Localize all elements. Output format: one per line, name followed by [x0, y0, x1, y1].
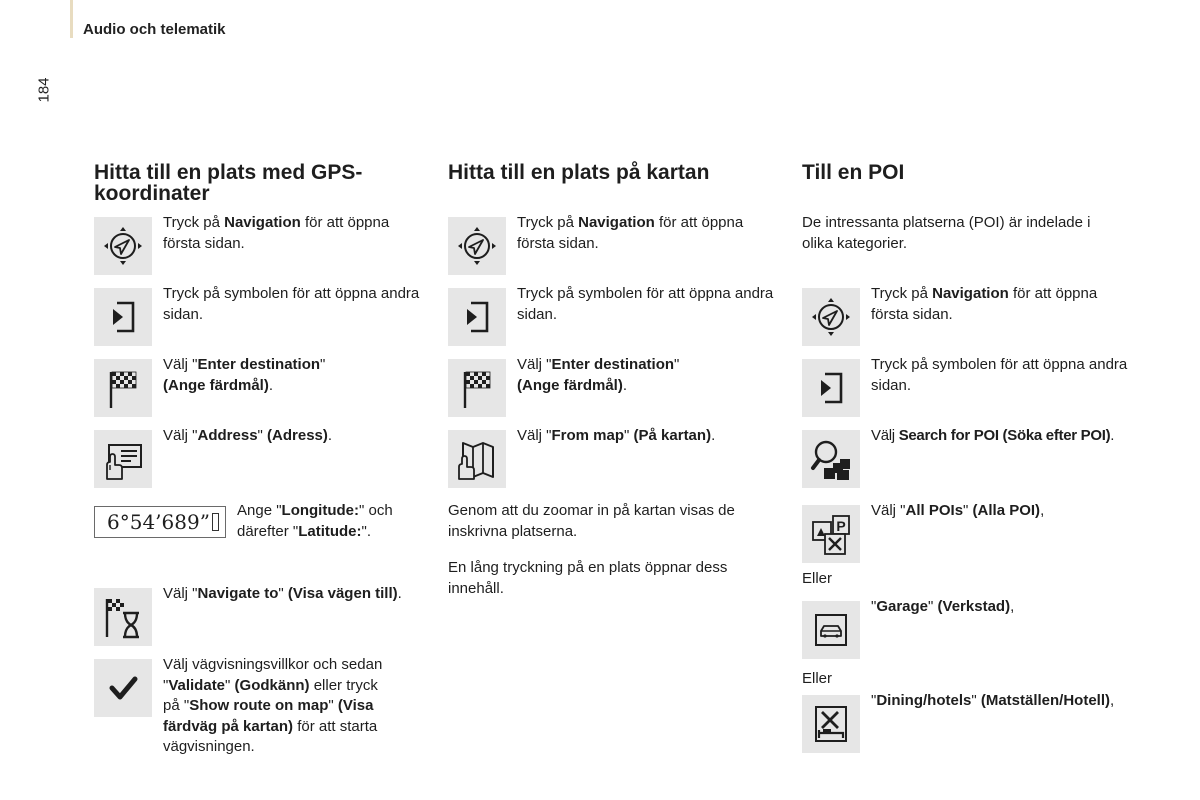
text-span: . [327, 427, 333, 444]
text-span: " och därefter " [237, 502, 393, 540]
text-span: för att starta vägvisningen. [163, 717, 378, 755]
poi-step-2-text: Tryck på symbolen för att öppna andra sidan. [871, 356, 1128, 394]
text-cursor-icon [212, 513, 219, 531]
text-bold: Search for POI (Söka efter POI) [898, 427, 1111, 444]
text-bold: (Verkstad) [937, 598, 1011, 615]
text-span: Välj " [517, 427, 552, 444]
column-gps-coordinates [94, 0, 434, 800]
map-zoom-paragraph: Genom att du zoomar in på kartan visas de inskrivna platserna. [448, 502, 735, 540]
text-span: Välj " [871, 502, 906, 519]
text-bold: Show route on map [189, 697, 329, 714]
map-step-2-text: Tryck på symbolen för att öppna andra sidan. [517, 285, 774, 323]
text-span: " [871, 598, 877, 615]
text-span: " [278, 585, 288, 602]
text-bold: Address [197, 427, 258, 444]
text-bold: All POIs [905, 502, 964, 519]
all-pois-icon [802, 505, 860, 563]
text-span: eller tryck på " [163, 676, 378, 714]
poi-step-4-text [871, 501, 1131, 522]
next-page-icon [94, 288, 152, 346]
text-span: Välj " [517, 356, 552, 373]
text-span: Välj " [163, 427, 198, 444]
coordinate-value: 6°54’689” [107, 510, 210, 534]
column-title-poi: Till en POI [802, 161, 905, 184]
text-span: , [1110, 692, 1115, 709]
text-span: , [1010, 598, 1015, 615]
gps-step-4-text [163, 426, 423, 447]
text-span: för att öppna första sidan. [871, 285, 1098, 323]
text-span: " [225, 676, 235, 694]
text-span: " [674, 356, 680, 373]
gps-step-2-text: Tryck på symbolen för att öppna andra sidan. [163, 285, 420, 323]
text-bold: (Ange färdmål) [163, 376, 269, 394]
map-long-press-paragraph: En lång tryckning på en plats öppnar dess innehåll. [448, 559, 728, 597]
text-span: . [711, 427, 716, 444]
gps-step-5-text [237, 501, 417, 542]
text-span: . [397, 585, 402, 602]
text-bold: Navigation [224, 214, 301, 231]
poi-intro-paragraph: De intressanta platserna (POI) är indelade i olika kategorier. [802, 214, 1091, 252]
text-span: Välj vägvisningsvillkor och sedan " [163, 656, 383, 694]
text-bold: From map [551, 427, 625, 444]
navigation-icon [448, 217, 506, 275]
poi-step-6-text [871, 691, 1161, 712]
gps-step-1-text [163, 213, 423, 254]
text-bold: Navigation [932, 285, 1009, 302]
poi-step-3-text [871, 426, 1151, 447]
checkmark-icon [94, 659, 152, 717]
text-bold: (Alla POI) [972, 502, 1041, 519]
or-label-1: Eller [802, 570, 833, 587]
text-span: " [928, 598, 938, 615]
coordinate-display [94, 506, 226, 538]
poi-step-5-text [871, 597, 1131, 618]
text-bold: Validate [168, 676, 226, 694]
text-span: Välj [871, 427, 899, 444]
text-span: . [268, 376, 274, 394]
text-bold: (Visa vägen till) [287, 585, 398, 602]
text-span: Välj " [163, 356, 198, 373]
map-step-4-text [517, 426, 777, 447]
search-poi-icon [802, 430, 860, 488]
text-bold: Latitude: [298, 522, 362, 540]
text-span: Tryck på [517, 214, 579, 231]
text-span: . [622, 376, 628, 394]
text-span: " [328, 697, 338, 714]
text-bold: (På kartan) [633, 427, 712, 444]
text-span: ". [361, 522, 372, 540]
column-poi [802, 0, 1142, 800]
text-bold: Navigation [578, 214, 655, 231]
next-page-icon [802, 359, 860, 417]
poi-step-1-text [871, 284, 1131, 325]
text-span: Tryck på [163, 214, 225, 231]
text-span: " [871, 692, 877, 709]
text-bold: (Matställen/Hotell) [980, 692, 1111, 709]
text-bold: Dining/hotels [876, 692, 972, 709]
text-span: " [971, 692, 981, 709]
text-span: Tryck på [871, 285, 933, 302]
header-title: Audio och telematik [83, 21, 226, 38]
text-span: för att öppna första sidan. [163, 214, 390, 252]
column-find-on-map [448, 0, 788, 800]
text-span: , [1040, 502, 1045, 519]
text-span: " [320, 356, 326, 373]
text-span: " [257, 427, 268, 444]
checkered-flag-icon [448, 359, 506, 417]
next-page-icon [448, 288, 506, 346]
dining-hotels-icon [802, 695, 860, 753]
garage-car-icon [802, 601, 860, 659]
page-number: 184 [35, 77, 53, 103]
address-card-icon [94, 430, 152, 488]
text-bold: Enter destination [551, 356, 675, 373]
text-bold: Enter destination [197, 356, 321, 373]
text-bold: Garage [876, 598, 929, 615]
text-span: . [1110, 427, 1115, 444]
navigate-to-icon [94, 588, 152, 646]
text-bold: (Adress) [267, 427, 328, 444]
text-bold: (Ange färdmål) [517, 376, 623, 394]
header-accent-rule [70, 0, 73, 38]
map-step-3-text [517, 355, 777, 396]
gps-step-6-text [163, 584, 433, 605]
checkered-flag-icon [94, 359, 152, 417]
column-title-map: Hitta till en plats på kartan [448, 161, 710, 184]
text-bold: (Godkänn) [234, 676, 310, 694]
text-bold: Navigate to [197, 585, 279, 602]
text-bold: (Visa färdväg på kartan) [163, 697, 374, 735]
text-span: för att öppna första sidan. [517, 214, 744, 252]
text-bold: Longitude: [281, 502, 360, 519]
text-span: Välj " [163, 585, 198, 602]
gps-step-3-text [163, 355, 423, 396]
gps-step-7-text [163, 655, 398, 758]
text-span: " [624, 427, 634, 444]
text-span: " [963, 502, 973, 519]
map-touch-icon [448, 430, 506, 488]
navigation-icon [802, 288, 860, 346]
map-step-1-text [517, 213, 777, 254]
column-title-gps: Hitta till en plats med GPS-koordinater [94, 161, 363, 205]
navigation-icon [94, 217, 152, 275]
text-span: Ange " [237, 502, 282, 519]
or-label-2: Eller [802, 670, 833, 687]
